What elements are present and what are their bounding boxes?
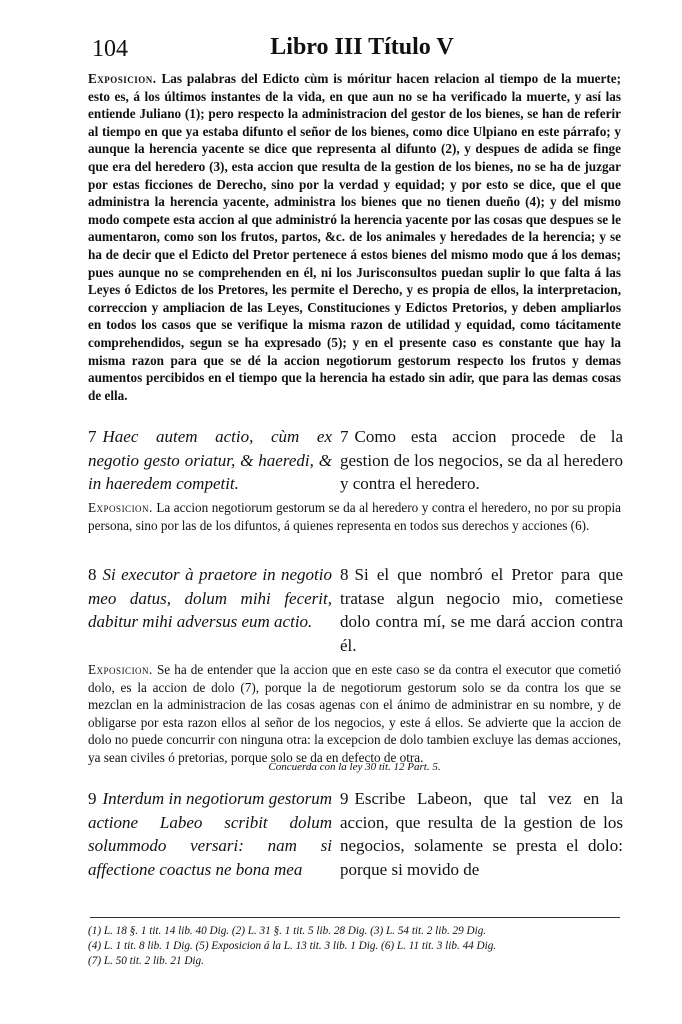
latin-text: Haec autem actio, cùm ex negotio gesto oriatur, & haeredi, & in haeredem competit. <box>88 427 332 494</box>
spanish-text: Como esta accion procede de la gestion de los negocios, se da al heredero y contra el heredero. <box>340 427 623 494</box>
paragraph-number: 8 <box>340 565 349 584</box>
exposition-block-1 <box>88 70 621 404</box>
footnote-line: (4) L. 1 tit. 8 lib. 1 Dig. (5) Exposicion á la L. 13 tit. 3 lib. 1 Dig. (6) L. 11 tit. 3 lib. 44 Dig. <box>88 940 497 952</box>
exposition-text: Las palabras del Edicto cùm is móritur hacen relacion al tiempo de la muerte; esto es, á los últimos instantes de la vida, en que aun no se ha verificado la muerte, y así las entiende Juliano (1); pero respecto la administracion del gestor de los bienes, se han de referir al tiempo en que ya estaba difunto el señor de los bienes, como dice Ulpiano en este párrafo; y aunque la herencia yacente se dice que representa al difunto (2), y despues de adida se finge que era del heredero (3), esta accion que resulta de la gestion de los bienes, no se ha de juzgar por estas ficciones de Derecho, sino por la verdad y equidad; y por esto se dice, que el que administra la herencia yacente, administra los bienes que no tienen dueño (4); y del mismo modo compete esta accion al que administró la herencia yacente por las cosas que despues se le aumentaron, como son los frutos, partos, &c. de los animales y heredades de la herencia; y se ha de decir que el Edicto del Pretor pertenece á estos bienes del mismo modo que á los demas; pues aunque no se comprehenden en él, ni los Jurisconsultos puedan suplir lo que falta á las Leyes ó Edictos de los Pretores, les permite el Derecho, y es propia de ellos, la interpretacion, correccion y ampliacion de las Leyes, Constituciones y Edictos Pretorios, y deben ampliarlos en todos los casos que se verifique la misma razon de utilidad y equidad, como tácitamente comprehendidos, segun se ha expresado (5); y en el presente caso es constante que hay la misma razon para que se dé la accion negotiorum gestorum respecto los frutos y demas aumentos percibidos en el tiempo que la herencia ha estado sin adir, que para las demas cosas de ella. <box>88 71 622 403</box>
concordance-note: Concuerda con la ley 30 tit. 12 Part. 5. <box>268 761 441 773</box>
latin-text: Si executor à praetore in negotio meo datus, dolum mihi fecerit, dabitur mihi adversus eum actio. <box>88 565 332 632</box>
exposition-block-2 <box>88 499 621 534</box>
latin-paragraph-7 <box>88 425 332 496</box>
footnote-line: (1) L. 18 §. 1 tit. 14 lib. 40 Dig. (2) L. 31 §. 1 tit. 5 lib. 28 Dig. (3) L. 54 tit. 2 lib. 29 Dig. <box>88 925 487 937</box>
exposition-lead: Exposicion. <box>88 71 157 86</box>
footnotes <box>88 924 621 969</box>
spanish-paragraph-7 <box>340 425 623 496</box>
exposition-lead: Exposicion. <box>88 500 153 515</box>
exposition-block-3 <box>88 661 621 767</box>
exposition-text: Se ha de entender que la accion que en este caso se da contra el executor que cometió dolo, es la accion de dolo (7), porque la de negotiorum gestorum solo se da contra los que se mezclan en la administracion de las cosas agenas con el ánimo de administrar en su nombre, y de obligarse por esta razon ellos al señor de los negocios, y este á ellos. Se advierte que la accion de dolo no puede concurrir con ninguna otra: la excepcion de dolo tambien excluye las demas acciones, ya sean civiles ó pretorias, porque solo se da en defecto de otra. <box>88 662 622 765</box>
spanish-paragraph-8 <box>340 563 623 657</box>
spanish-text: Si el que nombró el Pretor para que tratase algun negocio mio, cometiese dolo contra mí, se me dará accion contra él. <box>340 565 623 655</box>
footnote-divider <box>90 917 620 918</box>
paragraph-number: 8 <box>88 565 97 584</box>
spanish-paragraph-9 <box>340 787 623 881</box>
latin-paragraph-9 <box>88 787 332 881</box>
paragraph-number: 7 <box>340 427 349 446</box>
latin-text: Interdum in negotiorum gestorum actione Labeo scribit dolum solummodo versari: nam si affectione coactus ne bona mea <box>88 789 332 879</box>
page-title: Libro III Título V <box>270 34 454 60</box>
page-number: 104 <box>92 36 128 62</box>
exposition-lead: Exposicion. <box>88 662 153 677</box>
page-header <box>92 34 632 66</box>
paragraph-number: 7 <box>88 427 97 446</box>
footnote-line: (7) L. 50 tit. 2 lib. 21 Dig. <box>88 955 204 967</box>
latin-paragraph-8 <box>88 563 332 634</box>
paragraph-number: 9 <box>340 789 349 808</box>
paragraph-number: 9 <box>88 789 97 808</box>
exposition-text: La accion negotiorum gestorum se da al heredero y contra el heredero, no por su propia persona, sino por las de los difuntos, á quienes representa en todos sus derechos y acciones (6). <box>88 500 622 533</box>
spanish-text: Escribe Labeon, que tal vez en la accion, que resulta de la gestion de los negocios, solamente se presta el dolo: porque si movido de <box>340 789 623 879</box>
